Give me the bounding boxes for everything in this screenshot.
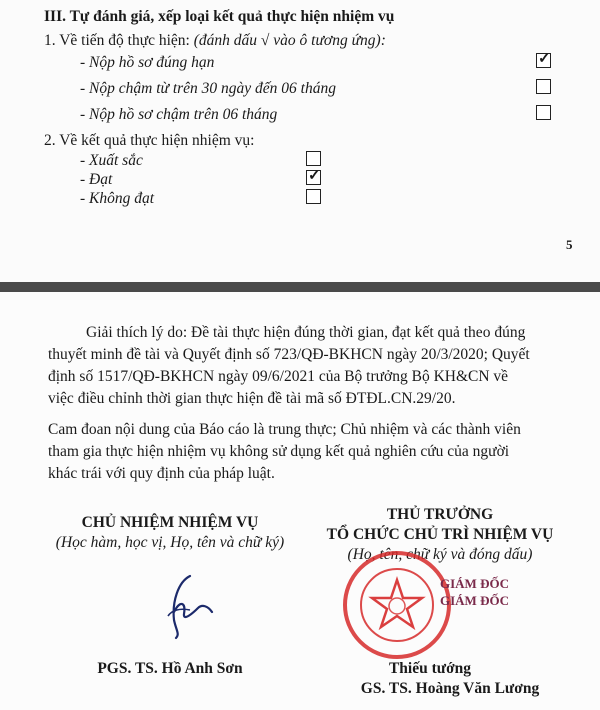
checkbox-late-6m[interactable] [536,105,551,120]
commitment-paragraph [48,419,560,485]
report-page-6 [0,292,600,710]
q1-hint: (đánh dấu √ vào ô tương ứng): [193,32,386,49]
right-signer-title-2: TỔ CHỨC CHỦ TRÌ NHIỆM VỤ [326,526,554,543]
left-signer-name: PGS. TS. Hồ Anh Sơn [97,660,243,677]
official-seal-icon [342,550,452,660]
checkbox-pass[interactable] [306,170,321,185]
check-mark-icon: ✓ [538,51,551,67]
explanation-line: thuyết minh đề tài và Quyết định số 723/QĐ-BKHCN ngày 20/3/2020; Quyết [48,346,530,363]
q2-option-2: - Đạt [80,171,113,188]
right-signer-name: GS. TS. Hoàng Văn Lương [360,680,540,697]
commitment-line: tham gia thực hiện nhiệm vụ không sử dụng kết quả nghiên cứu của người [48,443,510,460]
commitment-line: khác trái với quy định của pháp luật. [48,465,275,482]
right-signer-note: (Họ, tên, chữ ký và đóng dấu) [347,546,533,563]
explanation-line: Giải thích lý do: Đề tài thực hiện đúng thời gian, đạt kết quả theo đúng [86,324,526,341]
right-signer-rank: Thiếu tướng [388,660,472,677]
stamp-title-1: GIÁM ĐỐC [440,576,509,591]
handwritten-signature-icon [150,572,220,642]
page-separator [0,282,600,292]
checkbox-late-30d[interactable] [536,79,551,94]
commitment-line: Cam đoan nội dung của Báo cáo là trung thực; Chủ nhiệm và các thành viên [48,421,521,438]
report-page-5 [0,0,600,282]
q2-option-1: - Xuất sắc [80,152,143,169]
section-heading: III. Tự đánh giá, xếp loại kết quả thực hiện nhiệm vụ [44,8,395,25]
q1-option-3: - Nộp hồ sơ chậm trên 06 tháng [80,106,278,123]
right-signer-title-1: THỦ TRƯỞNG [386,506,494,523]
explanation-line: định số 1517/QĐ-BKHCN ngày 09/6/2021 của Bộ trưởng Bộ KH&CN về [48,368,509,385]
checkbox-fail[interactable] [306,189,321,204]
stamp-title-2: GIÁM ĐỐC [440,593,509,608]
checkbox-on-time[interactable] [536,53,551,68]
q2-label: 2. Về kết quả thực hiện nhiệm vụ: [44,132,255,149]
q1-option-1: - Nộp hồ sơ đúng hạn [80,54,215,71]
left-signer-note: (Học hàm, học vị, Họ, tên và chữ ký) [55,534,285,551]
check-mark-icon: ✓ [308,168,321,184]
q1-label-text: 1. Về tiến độ thực hiện: [44,32,190,49]
q1-label [44,32,386,50]
left-signer-title: CHỦ NHIỆM NHIỆM VỤ [81,514,259,531]
explanation-line: việc điều chỉnh thời gian thực hiện đề tài mã số ĐTĐL.CN.29/20. [48,390,456,407]
checkbox-excellent[interactable] [306,151,321,166]
explanation-paragraph [48,322,560,410]
q2-option-3: - Không đạt [80,190,155,207]
q1-option-2: - Nộp chậm từ trên 30 ngày đến 06 tháng [80,80,336,97]
page-number: 5 [566,237,573,252]
